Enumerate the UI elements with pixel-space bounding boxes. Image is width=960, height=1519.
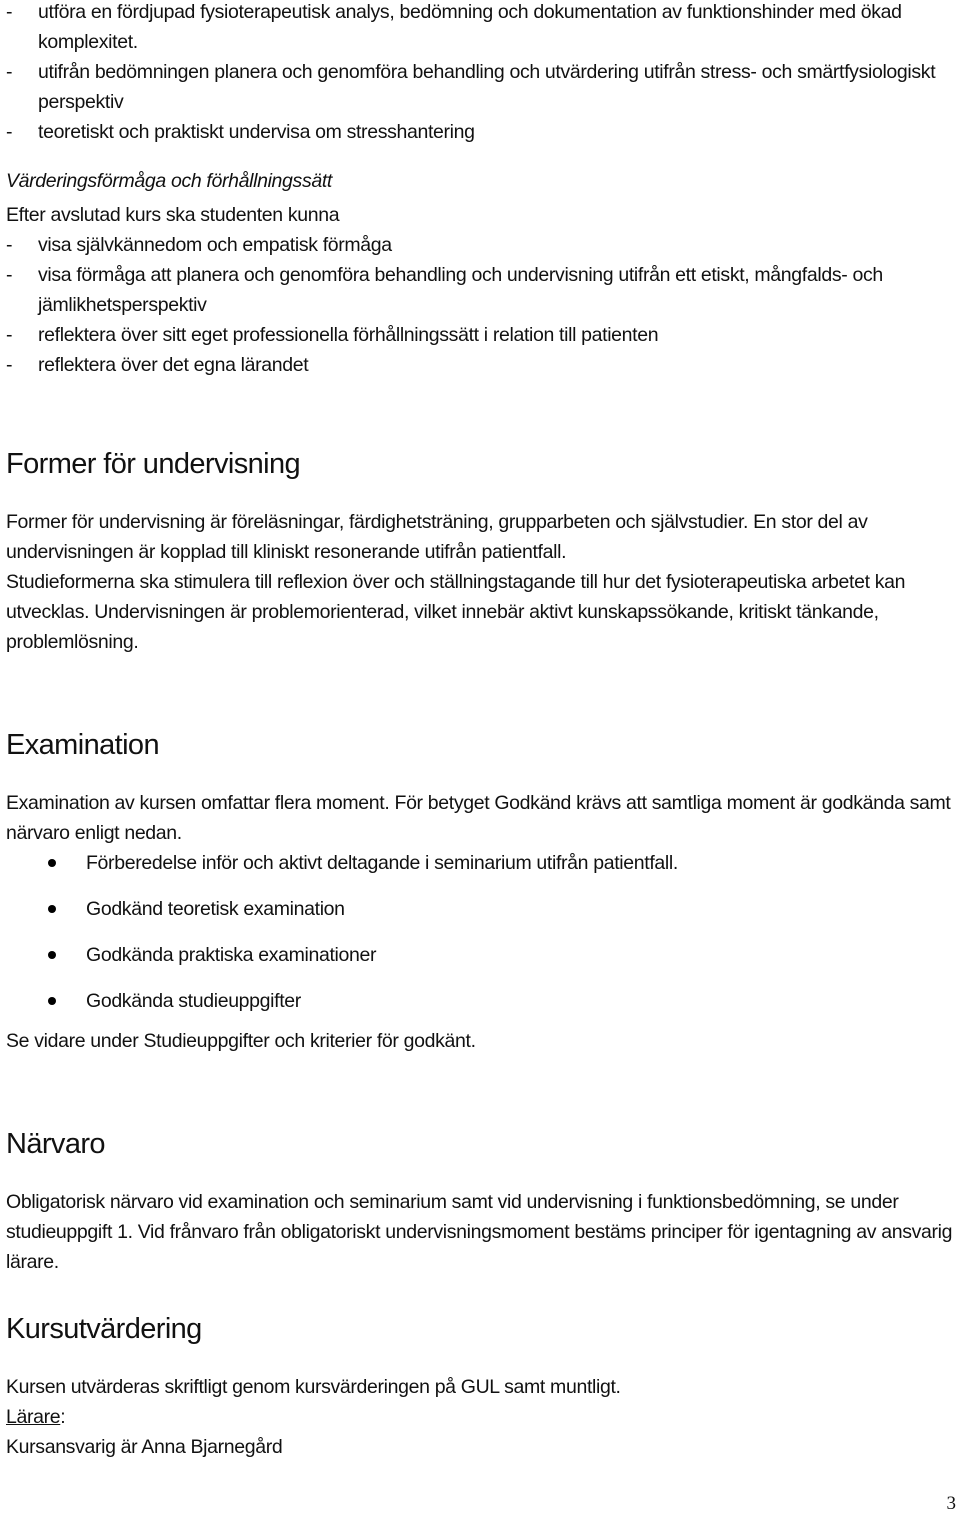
list-dash: - bbox=[6, 264, 13, 286]
bullet-text: Förberedelse inför och aktivt deltagande i seminarium utifrån patientfall. bbox=[86, 852, 678, 874]
section-heading: Kursutvärdering bbox=[6, 1313, 202, 1345]
section-subheading: Värderingsförmåga och förhållningssätt bbox=[6, 170, 332, 192]
list-item bbox=[0, 230, 956, 260]
list-item bbox=[0, 320, 956, 350]
bullet-icon bbox=[48, 997, 56, 1005]
paragraph: Studieformerna ska stimulera till reflexion över och ställningstagande till hur det fysioterapeutiska arbetet kan utvecklas. Undervisningen är problemorienterad, vilket innebär aktivt kunskapssökande, kritiskt tänkande, problemlösning. bbox=[6, 571, 906, 653]
list-item-text: reflektera över sitt eget professionella förhållningssätt i relation till patienten bbox=[38, 324, 659, 346]
evaluation-section bbox=[6, 1312, 956, 1462]
list-dash: - bbox=[6, 121, 13, 143]
paragraph: Kursen utvärderas skriftligt genom kursvärderingen på GUL samt muntligt. bbox=[6, 1376, 621, 1398]
list-item-text: reflektera över det egna lärandet bbox=[38, 354, 309, 376]
bullet-item bbox=[6, 940, 956, 970]
paragraph: Former för undervisning är föreläsningar, färdighetsträning, grupparbeten och självstudier. En stor del av undervisningen är kopplad till kliniskt resonerande utifrån patientfall. bbox=[6, 511, 868, 563]
section-heading: Former för undervisning bbox=[6, 448, 301, 480]
bullet-item bbox=[6, 848, 956, 878]
list-item-text: utföra en fördjupad fysioterapeutisk analys, bedömning och dokumentation av funktionshinder med ökad komplexitet. bbox=[38, 1, 902, 53]
list-dash: - bbox=[6, 61, 13, 83]
list-item bbox=[0, 350, 956, 380]
list-item-text: visa självkännedom och empatisk förmåga bbox=[38, 234, 392, 256]
teachers-colon: : bbox=[60, 1406, 66, 1428]
paragraph: Se vidare under Studieuppgifter och kriterier för godkänt. bbox=[6, 1030, 476, 1052]
list-item bbox=[0, 57, 956, 117]
examination-section bbox=[6, 728, 956, 1056]
bullet-item bbox=[6, 894, 956, 924]
list-item bbox=[0, 260, 956, 320]
list-dash: - bbox=[6, 354, 13, 376]
page-number: 3 bbox=[946, 1493, 956, 1514]
list-item bbox=[0, 0, 956, 57]
teachers-label: Lärare bbox=[6, 1406, 61, 1428]
list-item bbox=[0, 117, 956, 147]
values-section bbox=[6, 166, 956, 380]
list-item-text: teoretiskt och praktiskt undervisa om stresshantering bbox=[38, 121, 475, 143]
bullet-icon bbox=[48, 951, 56, 959]
section-heading: Närvaro bbox=[6, 1128, 105, 1160]
paragraph: Examination av kursen omfattar flera moment. För betyget Godkänd krävs att samtliga moment är godkända samt närvaro enligt nedan. bbox=[6, 792, 951, 844]
bullet-text: Godkända praktiska examinationer bbox=[86, 944, 377, 966]
teaching-section bbox=[6, 447, 956, 657]
list-item-text: utifrån bedömningen planera och genomföra behandling och utvärdering utifrån stress- och smärtfysiologiskt perspektiv bbox=[38, 61, 936, 113]
list-dash: - bbox=[6, 1, 13, 23]
bullet-text: Godkänd teoretisk examination bbox=[86, 898, 345, 920]
list-item-text: visa förmåga att planera och genomföra behandling och undervisning utifrån ett etiskt, mångfalds- och jämlikhetsperspektiv bbox=[38, 264, 883, 316]
teachers-line bbox=[6, 1402, 956, 1432]
section-heading: Examination bbox=[6, 729, 159, 761]
bullet-icon bbox=[48, 905, 56, 913]
list-dash: - bbox=[6, 324, 13, 346]
course-responsible: Kursansvarig är Anna Bjarnegård bbox=[6, 1436, 283, 1458]
bullet-text: Godkända studieuppgifter bbox=[86, 990, 301, 1012]
bullet-icon bbox=[48, 859, 56, 867]
attendance-section bbox=[6, 1127, 956, 1277]
section-lead: Efter avslutad kurs ska studenten kunna bbox=[6, 204, 340, 226]
intro-list bbox=[6, 0, 956, 147]
list-dash: - bbox=[6, 234, 13, 256]
paragraph: Obligatorisk närvaro vid examination och seminarium samt vid undervisning i funktionsbedömning, se under studieuppgift 1. Vid frånvaro från obligatoriskt undervisningsmoment bestäms principer för igentagning av ansvarig lärare. bbox=[6, 1191, 953, 1273]
bullet-item bbox=[6, 986, 956, 1016]
